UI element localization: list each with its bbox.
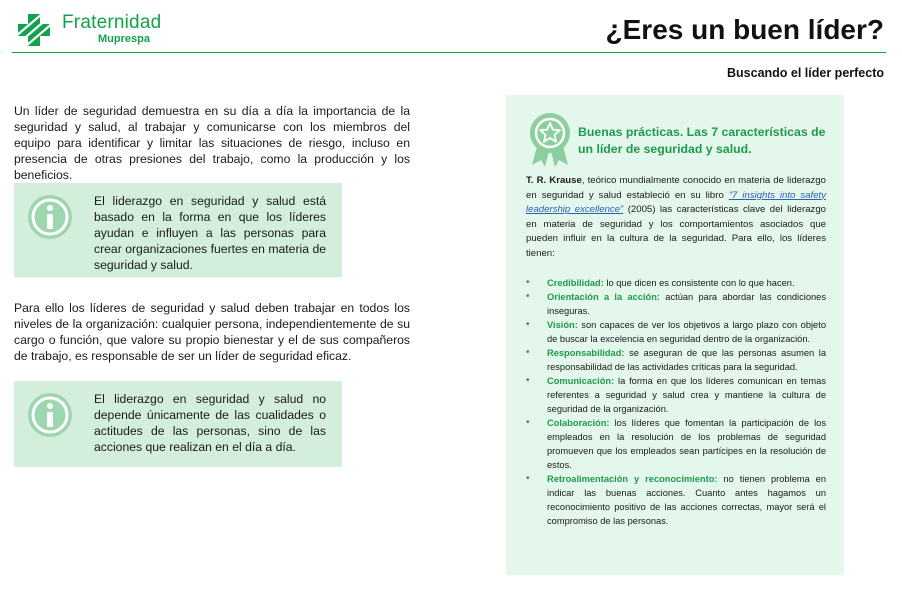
item-term: Colaboración: — [547, 418, 610, 428]
list-item — [526, 318, 826, 346]
info-icon — [26, 193, 74, 241]
item-text: la forma en que los líderes comunican en temas referentes a seguridad y salud crea y mantiene la cultura de seguridad de la organización. — [547, 376, 826, 414]
item-term: Responsabilidad: — [547, 348, 625, 358]
brand-subname: Muprespa — [98, 33, 150, 45]
info-box-2 — [14, 381, 342, 467]
best-practices-panel — [506, 95, 844, 575]
bullet-icon: • — [526, 417, 530, 428]
item-text: actúan para abordar las condiciones inseguras. — [547, 292, 826, 316]
bullet-icon: • — [526, 319, 530, 330]
bullet-icon: • — [526, 375, 530, 386]
info-box-1 — [14, 183, 342, 277]
item-term: Visión: — [547, 320, 578, 330]
logo-cross-icon — [12, 12, 56, 46]
item-text: los líderes que fomentan la participación de los empleados en la resolución de los problemas de seguridad promueven que los empleados sean partícipes en la resolución de estos. — [547, 418, 826, 470]
award-badge-icon — [528, 111, 572, 167]
header-divider — [12, 52, 886, 53]
list-item — [526, 374, 826, 416]
brand-name: Fraternidad — [62, 12, 162, 33]
item-text: no tienen problema en indicar las buenas acciones. Cuanto antes hagamos un reconocimiento positivo de las acciones correctas, mayor será el compromiso de las personas. — [547, 474, 827, 526]
panel-heading: Buenas prácticas. Las 7 características de un líder de seguridad y salud. — [578, 125, 826, 156]
panel-intro — [526, 174, 826, 262]
info-box-2-text: El liderazgo en seguridad y salud no depende únicamente de las cualidades o actitudes de las personas, sino de las acciones que realizan en el día a día. — [94, 392, 326, 454]
item-text: lo que dicen es consistente con lo que hacen. — [603, 278, 795, 288]
list-item — [526, 472, 826, 528]
list-item — [526, 346, 826, 374]
info-box-1-text: El liderazgo en seguridad y salud está basado en la forma en que los líderes ayudan e influyen a las personas para crear organizaciones fuertes en materia de seguridad y salud. — [94, 194, 326, 272]
list-item — [526, 290, 826, 318]
bullet-icon: • — [526, 347, 530, 358]
intro-paragraph: Un líder de seguridad demuestra en su día a día la importancia de la seguridad y salud, al trabajar y comunicarse con los miembros del equipo para identificar y limitar las situaciones de riesgo, incluso en presencia de otras presiones del trabajo, como la producción y los beneficios. — [14, 104, 410, 182]
page-title: ¿Eres un buen líder? — [605, 14, 884, 45]
author-name: T. R. Krause — [526, 175, 582, 186]
intro-text-a: , teórico mundialmente conocido en materia de liderazgo en seguridad y salud estableció en su libro — [526, 175, 826, 201]
item-term: Credibilidad: — [547, 278, 604, 288]
intro-text-b: (2005) las características clave del liderazgo en materia de seguridad y los comportamientos asociados que pueden influir en la cultura de la seguridad. Para ello, los líderes tienen: — [526, 204, 826, 259]
list-item — [526, 416, 826, 472]
item-term: Retroalimentación y reconocimiento: — [547, 474, 718, 484]
bullet-icon: • — [526, 291, 530, 302]
item-text: se aseguran de que las personas asumen la responsabilidad de las actividades críticas para la seguridad. — [547, 348, 826, 372]
bullet-icon: • — [526, 473, 530, 484]
list-item — [526, 276, 826, 290]
characteristics-list — [526, 276, 826, 528]
item-term: Comunicación: — [547, 376, 615, 386]
page-subtitle: Buscando el líder perfecto — [727, 66, 884, 80]
book-link[interactable]: “7 insights into safety leadership excellence” — [526, 189, 827, 216]
bullet-icon: • — [526, 277, 530, 288]
brand-logo — [12, 12, 172, 48]
item-term: Orientación a la acción: — [547, 292, 660, 302]
second-paragraph: Para ello los líderes de seguridad y salud deben trabajar en todos los niveles de la organización: cualquier persona, independientemente de su cargo o función, que valore su propio bienestar y el de sus compañeros de trabajo, es responsable de ser un líder de seguridad eficaz. — [14, 301, 410, 363]
info-icon — [26, 391, 74, 439]
item-text: son capaces de ver los objetivos a largo plazo con objeto de buscar la excelencia en seguridad dentro de la organización. — [547, 320, 826, 344]
